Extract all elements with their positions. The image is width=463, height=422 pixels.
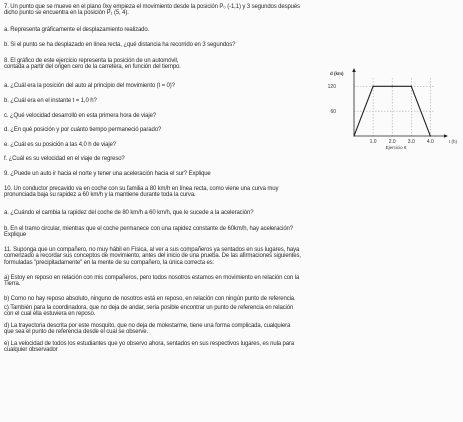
q11-option-d: d) La trayectoria descrita por este mosquito, que no deja de molestarme, tiene una forma complicada, cualquiera que sea el punto de referencia desde el cual se observe. <box>4 323 291 336</box>
q8-item-a: a. ¿Cuál era la posición del auto al principio del movimiento (t = 0)? <box>4 83 175 89</box>
q7-stem: 7. Un punto que se mueve en el plano 0xy empieza el movimiento desde la posición P₀ (-1,1) y 3 segundos después dicho punto se encuentra en la posición P₁ (5, 4). <box>4 4 301 17</box>
x-axis-arrow <box>444 134 448 138</box>
q9-text: 9. ¿Puede un auto ir hacia el norte y tener una aceleración hacia el sur? Explique <box>4 171 211 177</box>
chart-labels <box>328 71 458 150</box>
q10-stem: 10. Un conductor precavido va en coche con su familia a 80 km/h en línea recta, como viene una curva muy pronunciada baja su rapidez a 60 km/h y la mantiene durante toda la curva. <box>4 186 279 199</box>
q8-stem: 8. El gráfico de este ejercicio representa la posición de un automóvil, contada a partir del origen cero de la carretera, en función del tiempo. <box>4 58 181 71</box>
chart-caption: Ejercicio 8 <box>385 145 407 150</box>
x-axis-label: t (h) <box>449 139 458 144</box>
q11-stem: 11. Suponga que un compañero, no muy hábil en Física, al ver a sus compañeros ya sentados en sus lugares, haya comenzado a recordar sus conceptos de movimiento, antes del inicio de una prueba. De las afirmaciones siguientes, formuladas "precipitadamente" en la mente de su compañero, la única correcta es: <box>4 247 301 266</box>
y-axis-arrow <box>352 68 356 72</box>
x-tick-label: 3.0 <box>407 139 415 145</box>
q11-option-e: e) La velocidad de todos los estudiantes que yo observo ahora, sentados en sus respectivos lugares, es nula para cualquier observador <box>4 341 295 354</box>
q11-option-a: a) Estoy en reposo en relación con mis compañeros, pero todos nosotros estamos en movimiento en relación con la Tierra. <box>4 275 300 288</box>
data-point <box>392 86 393 87</box>
q8-item-d: d. ¿En qué posición y por cuánto tiempo permaneció parado? <box>4 127 162 133</box>
y-axis-label: d (km) <box>330 71 344 76</box>
x-tick-label: 1.0 <box>369 139 377 145</box>
q10-item-a: a. ¿Cuándo el cambia la rapidez del coche de 80 km/h a 60 km/h, que le sucede a la aceleración? <box>4 210 254 216</box>
q11-option-b: b) Como no hay reposo absoluto, ninguno de nosotros está en reposo, en relación con ningún punto de referencia. <box>4 296 296 302</box>
q8-item-c: c. ¿Qué velocidad desarrolló en esta primera hora de viaje? <box>4 113 157 119</box>
position-time-chart <box>316 54 458 150</box>
x-tick-label: 2.0 <box>388 139 396 145</box>
x-tick-label: 4.0 <box>426 139 434 145</box>
y-tick-label: 120 <box>327 84 336 91</box>
q7-item-a: a. Representa gráficamente el desplazamiento realizado. <box>4 27 150 33</box>
data-point <box>430 135 431 136</box>
q11-option-c: c) También para la coordinadora, que no deja de andar, sería posible encontrar un punto de referencia en relación con el cual ella estuviera en reposo. <box>4 305 294 318</box>
q10-item-b: b. En el tramo circular, mientras que el coche permanece con una rapidez constante de 60km/h, hay aceleración? Explique <box>4 226 293 239</box>
q8-item-e: e. ¿Cuál es su posición a las 4,0 h de viaje? <box>4 142 117 148</box>
data-point <box>372 86 373 87</box>
data-point <box>411 86 412 87</box>
y-tick-label: 60 <box>330 108 336 115</box>
q8-item-b: b. ¿Cuál era en el instante t = 1,0 h? <box>4 98 97 104</box>
q7-item-b: b. Si el punto se ha desplazado en línea recta, ¿qué distancia ha recorrido en 3 segundos? <box>4 42 236 48</box>
q8-item-f: f. ¿Cuál es su velocidad en el viaje de regreso? <box>4 156 125 162</box>
data-point <box>353 135 354 136</box>
